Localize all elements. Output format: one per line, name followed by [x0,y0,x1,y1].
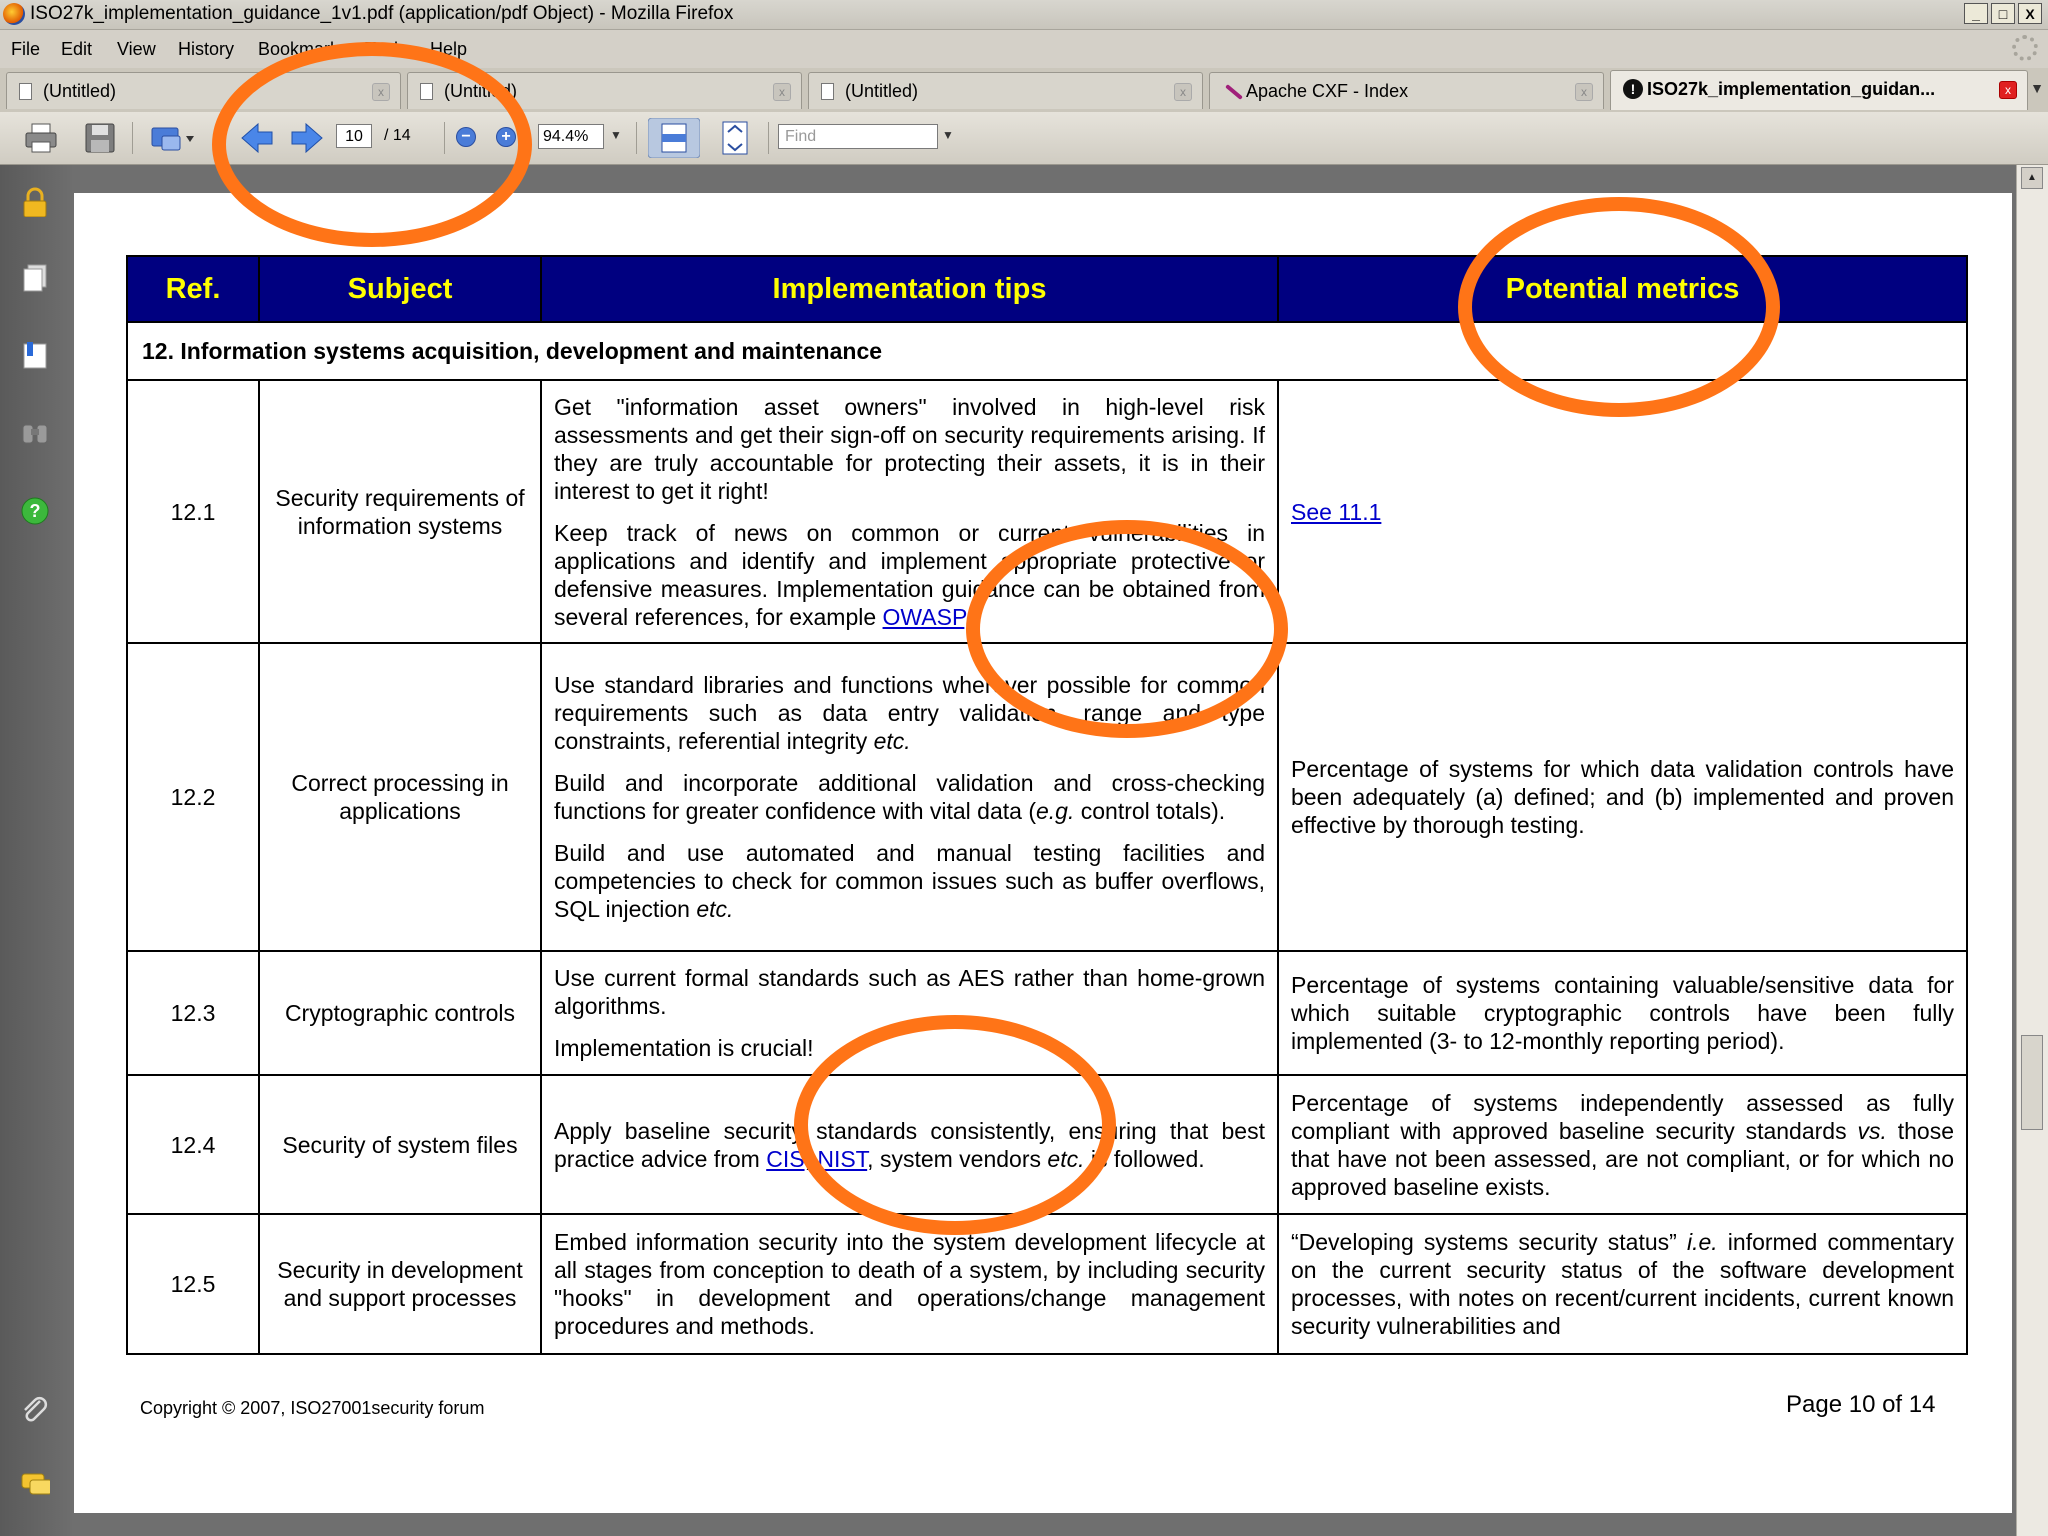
title-bar [0,0,2048,30]
footer-copyright: Copyright © 2007, ISO27001security forum [140,1398,485,1418]
tab-label: ISO27k_implementation_guidan... [1647,79,1936,99]
find-input[interactable]: Find [778,124,938,149]
cis-link[interactable]: CIS [766,1145,805,1172]
row-metric [1278,1075,1967,1214]
bookmarks-icon[interactable] [20,340,50,370]
row-ref: 12.3 [127,951,259,1075]
row-tips [541,1075,1278,1214]
table-row [127,1075,1967,1214]
pdf-page [74,193,2012,1513]
table-row [127,1214,1967,1354]
section-title: 12. Information systems acquisition, development and maintenance [127,322,1967,380]
row-metric [1278,951,1967,1075]
vertical-scrollbar[interactable] [2016,165,2048,1536]
menu-help[interactable]: Help [430,39,468,59]
tab-untitled-3[interactable] [808,72,1203,109]
row-tips [541,380,1278,643]
tip-text: Apply baseline security standards consistently, ensuring that best practice advice from CIS, NIST, system vendors etc. is followed. [554,1117,1265,1172]
menu-bookmarks[interactable]: Bookmarks [258,39,349,59]
section-row [127,322,1967,380]
row-subject: Security in development and support processes [259,1214,541,1354]
previous-page-icon[interactable] [240,122,274,154]
firefox-logo-icon [3,3,25,25]
tip-text: Keep track of news on common or current vulnerabilities in applications and identify and implement appropriate protective or defensive measures. Implementation guidance can be obtained from several references, for example OWASP. [554,519,1265,630]
navigation-panel [0,165,72,1536]
guidance-table [126,255,1968,1355]
metric-text: Percentage of systems for which data validation controls have been adequately (a) defined; and (b) implemented and proven effective by thorough testing. [1291,756,1954,838]
menu-view[interactable]: View [117,39,156,59]
table-row [127,643,1967,951]
page-number-input[interactable]: 10 [336,124,372,148]
next-page-icon[interactable] [290,122,324,154]
help-icon[interactable] [20,495,50,525]
tip-text: Embed information security into the system development lifecycle at all stages from conception to death of a system, by including security "hooks" in development and operations/change management procedures and methods. [554,1229,1265,1339]
tip-text: Build and incorporate additional validation and cross-checking functions for greater confidence with vital data (e.g. control totals). [554,770,1265,824]
row-tips [541,643,1278,951]
nist-link[interactable]: NIST [817,1145,868,1172]
tab-label: Apache CXF - Index [1246,81,1409,101]
comments-icon[interactable] [20,1470,50,1500]
row-metric [1278,1214,1967,1354]
row-metric [1278,643,1967,951]
row-subject: Security of system files [259,1075,541,1214]
row-subject: Correct processing in applications [259,643,541,951]
tab-apache-cxf[interactable] [1209,72,1604,109]
find-toolbar-icon[interactable] [150,122,196,154]
owasp-link[interactable]: OWASP [882,603,965,630]
tip-text: Implementation is crucial! [554,1035,814,1061]
menu-bar [0,30,2048,68]
tab-label: (Untitled) [845,81,919,101]
tab-close-icon[interactable]: x [1999,81,2017,99]
attachment-paperclip-icon[interactable] [20,1395,50,1425]
tab-untitled-1[interactable] [6,72,401,109]
tip-text: Build and use automated and manual testing facilities and competencies to check for common issues such as buffer overflows, SQL injection etc. [554,840,1265,922]
scroll-thumb[interactable] [2021,1035,2043,1130]
fit-width-icon[interactable] [648,118,700,158]
row-subject: Cryptographic controls [259,951,541,1075]
lock-icon[interactable] [20,187,50,217]
tip-text: Use standard libraries and functions wherever possible for common requirements such as data entry validation, range and type constraints, referential integrity etc. [554,672,1265,754]
tab-close-icon[interactable]: x [773,83,791,101]
menu-edit[interactable]: Edit [61,39,93,59]
header-ref: Ref. [127,256,259,322]
menu-tools[interactable]: Tools [365,39,408,59]
feather-icon [1222,83,1235,100]
zoom-dropdown-icon[interactable]: ▼ [610,128,622,142]
tab-close-icon[interactable]: x [1575,83,1593,101]
table-header-row [127,256,1967,322]
header-potential-metrics: Potential metrics [1278,256,1967,322]
tab-label: (Untitled) [43,81,117,101]
row-ref: 12.1 [127,380,259,643]
tab-bar [0,68,2048,113]
header-implementation-tips: Implementation tips [541,256,1278,322]
scroll-up-icon[interactable]: ▲ [2021,167,2043,189]
tip-text: Use current formal standards such as AES rather than home-grown algorithms. [554,965,1265,1019]
svg-text:?: ? [29,501,41,521]
page-icon [19,83,32,100]
tab-close-icon[interactable]: x [372,83,390,101]
throbber-icon [2012,35,2038,61]
metric-text: Percentage of systems independently assessed as fully compliant with approved baseline security standards vs. those that have not been assessed, are not compliant, or for which no approved baseline exists. [1291,1089,1955,1200]
save-icon[interactable] [84,122,116,154]
row-ref: 12.5 [127,1214,259,1354]
row-metric [1278,380,1967,643]
pdf-icon [1623,79,1643,99]
tab-label: (Untitled) [444,81,518,101]
close-button[interactable]: X [2018,3,2042,24]
zoom-out-icon[interactable]: − [456,127,476,147]
table-row [127,951,1967,1075]
print-icon[interactable] [24,122,58,154]
footer-page-number: Page 10 of 14 [1786,1391,1936,1418]
maximize-button[interactable]: □ [1991,3,2015,24]
row-tips [541,951,1278,1075]
page-icon [420,83,433,100]
table-row [127,380,1967,643]
pdf-toolbar [0,112,2048,165]
tab-iso27k-pdf[interactable] [1610,70,2028,110]
fit-page-icon[interactable] [714,118,756,158]
row-ref: 12.4 [127,1075,259,1214]
window-title: ISO27k_implementation_guidance_1v1.pdf (application/pdf Object) - Mozilla Firefox [30,3,734,24]
menu-history[interactable]: History [178,39,235,59]
search-binoculars-icon[interactable] [20,417,50,447]
tab-close-icon[interactable]: x [1174,83,1192,101]
tab-untitled-2[interactable] [407,72,802,109]
header-subject: Subject [259,256,541,322]
minimize-button[interactable]: _ [1964,3,1988,24]
zoom-in-icon[interactable]: + [496,127,516,147]
tab-list-icon[interactable]: ▼ [2030,80,2044,96]
pdf-document-area [72,165,2016,1536]
menu-file[interactable]: File [11,39,41,59]
tip-text: Get "information asset owners" involved in high-level risk assessments and get their sign-off on security requirements arising. If they are truly accountable for protecting their assets, it is in their interest to get it right! [554,393,1265,504]
pages-icon[interactable] [20,263,50,293]
row-tips [541,1214,1278,1354]
zoom-select[interactable]: 94.4% [538,124,604,149]
metric-text: Percentage of systems containing valuable/sensitive data for which suitable cryptographic controls have been fully implemented (3- to 12-monthly reporting period). [1291,972,1954,1054]
page-icon [821,83,834,100]
metric-text: “Developing systems security status” i.e. informed commentary on the current security status of the software development processes, with notes on recent/current incidents, current known security vulnerabilities and [1291,1229,1954,1339]
see-11-1-link[interactable]: See 11.1 [1291,498,1382,525]
row-ref: 12.2 [127,643,259,951]
row-subject: Security requirements of information systems [259,380,541,643]
page-total: / 14 [384,127,411,144]
find-dropdown-icon[interactable]: ▼ [942,128,954,142]
